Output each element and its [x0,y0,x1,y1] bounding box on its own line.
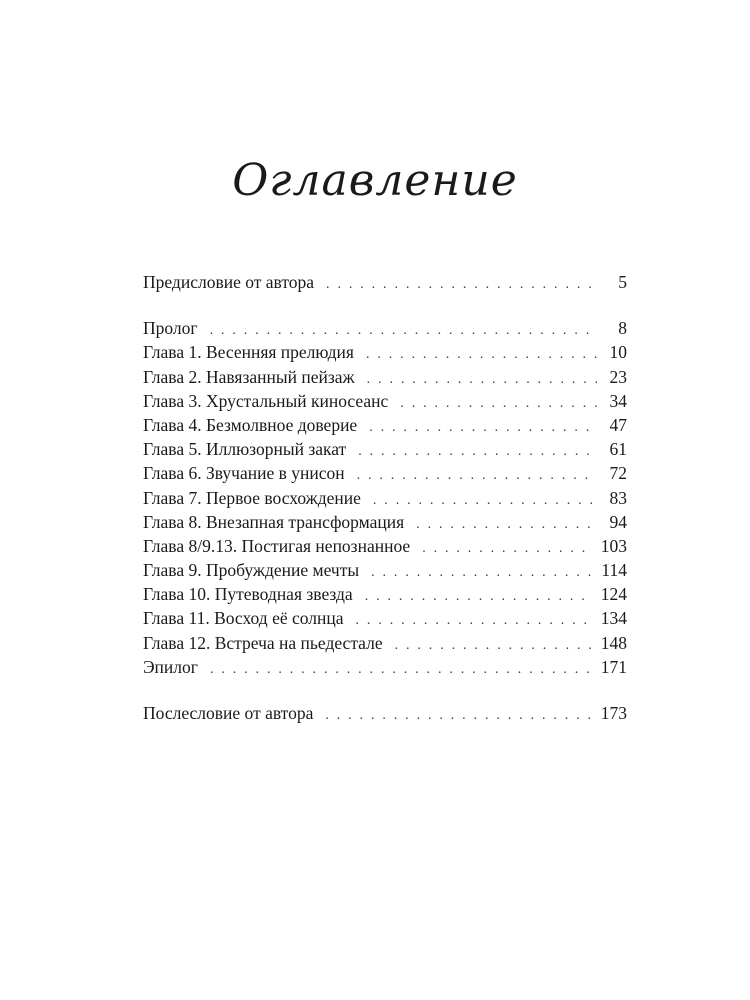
toc-entry-page: 83 [609,487,627,508]
toc-chapters-group [143,316,627,679]
toc-entry-chapter-12 [143,631,627,655]
toc-entry-page: 5 [618,272,627,292]
toc-entry-chapter-2 [143,365,627,389]
dot-leader [325,704,592,728]
toc-entry-page: 23 [609,366,627,387]
toc-entry-chapter-7 [143,486,627,510]
toc-entry-title: Глава 6. Звучание в унисон [143,463,345,484]
toc-entry-title: Глава 8/9.13. Постигая непознанное [143,535,411,556]
toc-entry-title: Послесловие от автора [143,703,314,723]
page-title: Оглавление [232,155,518,206]
toc-entry-chapter-10 [143,582,627,606]
toc-entry-title: Глава 7. Первое восхождение [143,487,361,508]
toc-entry-chapter-11 [143,606,627,630]
dot-leader [367,368,597,392]
toc-entry-page: 72 [609,463,627,484]
dot-leader [210,658,593,682]
toc-entry-chapter-4 [143,413,627,437]
toc-entry-page: 124 [600,584,627,605]
toc-entry-page: 8 [618,318,627,339]
toc-afterword-group [143,701,627,725]
dot-leader [326,273,597,297]
toc-entry-title: Глава 10. Путеводная звезда [143,584,353,605]
dot-leader [371,561,593,585]
dot-leader [365,585,593,609]
toc-entry-page: 94 [609,511,627,532]
toc-entry-afterword [143,701,627,725]
toc-entry-chapter-8-9-13 [143,534,627,558]
toc-entry-page: 171 [600,656,627,677]
toc-entry-page: 61 [609,439,627,460]
dot-leader [366,343,597,367]
dot-leader [416,513,597,537]
dot-leader [400,392,597,416]
toc-entry-chapter-6 [143,461,627,485]
toc-entry-title: Глава 5. Иллюзорный закат [143,439,347,460]
dot-leader [422,537,593,561]
table-of-contents [143,270,627,747]
dot-leader [358,440,597,464]
toc-entry-preface [143,270,627,294]
toc-entry-page: 173 [600,703,627,723]
toc-entry-page: 47 [609,414,627,435]
toc-entry-chapter-9 [143,558,627,582]
dot-leader [369,416,597,440]
toc-entry-title: Глава 3. Хрустальный киносеанс [143,390,389,411]
dot-leader [395,634,593,658]
toc-entry-prologue [143,316,627,340]
toc-entry-chapter-5 [143,437,627,461]
toc-entry-page: 10 [609,342,627,363]
toc-entry-chapter-1 [143,340,627,364]
toc-entry-page: 34 [609,390,627,411]
toc-entry-title: Глава 8. Внезапная трансформация [143,511,405,532]
toc-entry-title: Глава 12. Встреча на пьедестале [143,632,383,653]
toc-entry-title: Глава 2. Навязанный пейзаж [143,366,355,387]
toc-entry-title: Эпилог [143,656,198,677]
toc-entry-title: Пролог [143,318,198,339]
toc-entry-title: Глава 11. Восход её солнца [143,608,344,629]
toc-entry-title: Глава 9. Пробуждение мечты [143,560,360,581]
toc-entry-page: 114 [601,560,627,581]
toc-entry-chapter-3 [143,389,627,413]
toc-entry-title: Глава 4. Безмолвное доверие [143,414,358,435]
toc-entry-epilogue [143,655,627,679]
toc-entry-page: 103 [600,535,627,556]
dot-leader [357,464,597,488]
toc-entry-title: Глава 1. Весенняя прелюдия [143,342,354,363]
toc-preface-group [143,270,627,294]
toc-entry-title: Предисловие от автора [143,272,315,292]
toc-entry-page: 148 [600,632,627,653]
toc-entry-page: 134 [600,608,627,629]
toc-entry-chapter-8 [143,510,627,534]
